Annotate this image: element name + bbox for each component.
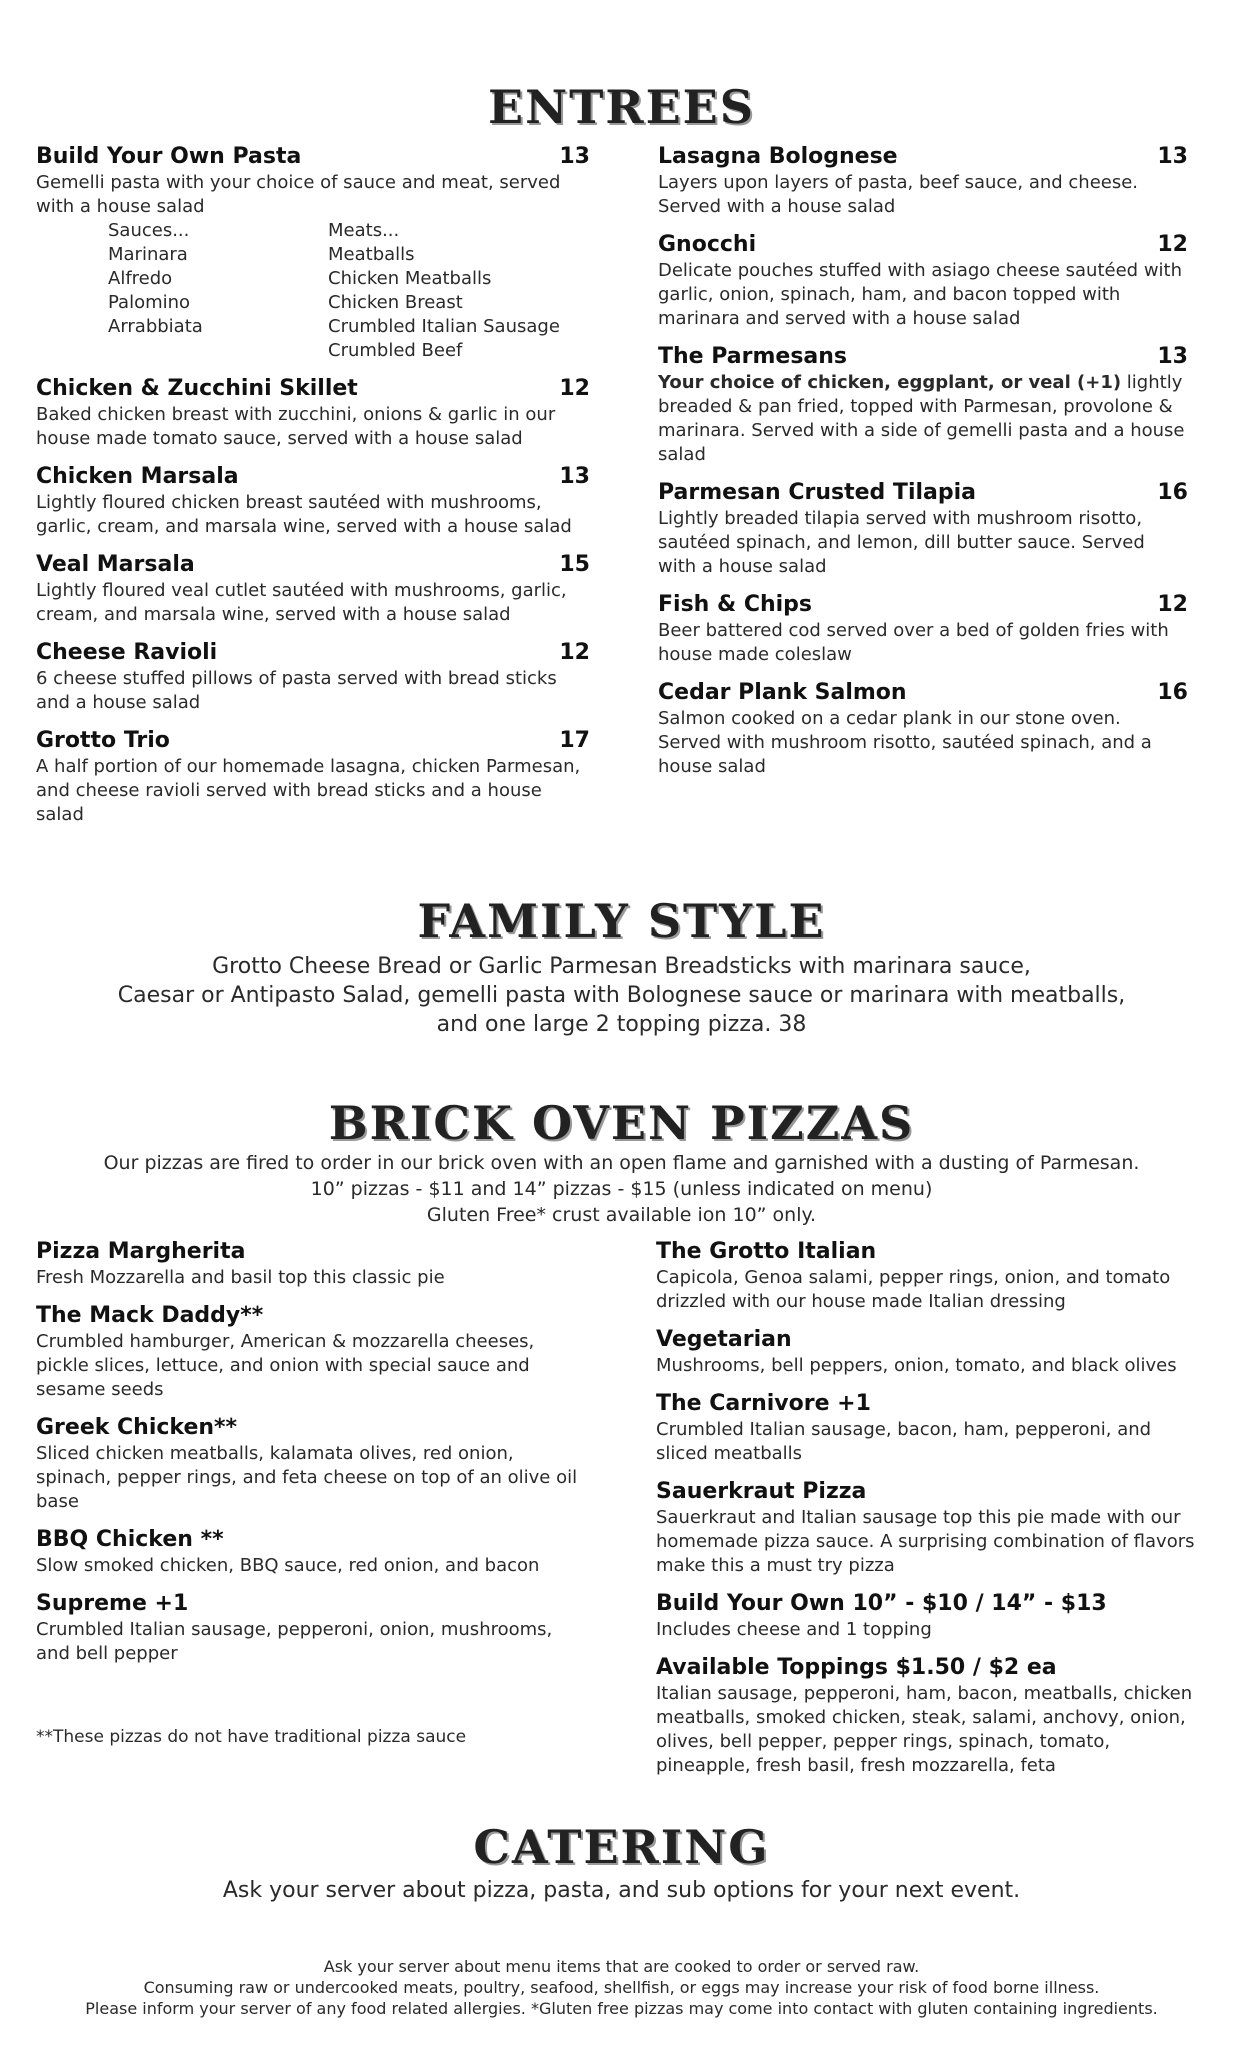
item-price: 13 (1157, 344, 1188, 369)
item-header (656, 1478, 1196, 1506)
item-description: Sliced chicken meatballs, kalamata olives, red onion, spinach, pepper rings, and feta cheese on top of an olive oil base (36, 1443, 578, 1512)
pasta-options (108, 219, 590, 363)
item-header (656, 1238, 1196, 1266)
menu-item (656, 1238, 1196, 1314)
item-header (36, 727, 590, 755)
item-price: 12 (1157, 592, 1188, 617)
item-description: Slow smoked chicken, BBQ sauce, red onion, and bacon (36, 1555, 540, 1576)
item-description: Baked chicken breast with zucchini, onions & garlic in our house made tomato sauce, served with a house salad (36, 404, 556, 449)
pizzas-left-column (36, 1238, 590, 1678)
item-description: Includes cheese and 1 topping (656, 1619, 932, 1640)
item-name: Available Toppings $1.50 / $2 ea (656, 1655, 1057, 1680)
item-name: Cheese Ravioli (36, 640, 218, 665)
catering-line: Ask your server about pizza, pasta, and sub options for your next event. (222, 1878, 1021, 1903)
footer-line: Consuming raw or undercooked meats, poultry, seafood, shellfish, or eggs may increase your risk of food borne illness. (143, 1978, 1100, 1997)
item-description: Gemelli pasta with your choice of sauce and meat, served with a house salad (36, 172, 561, 217)
item-name: Vegetarian (656, 1327, 792, 1352)
item-name: BBQ Chicken ** (36, 1527, 224, 1552)
item-name: Greek Chicken** (36, 1415, 238, 1440)
item-name: Supreme +1 (36, 1591, 189, 1616)
item-header (36, 1590, 590, 1618)
item-header (36, 1302, 590, 1330)
item-name: The Parmesans (658, 344, 848, 369)
item-header (36, 639, 590, 667)
family-style-line: Caesar or Antipasto Salad, gemelli pasta with Bolognese sauce or marinara with meatballs, (117, 983, 1126, 1008)
menu-item (36, 639, 590, 715)
item-header (36, 1238, 590, 1266)
item-name: Build Your Own Pasta (36, 144, 302, 169)
item-header (656, 1326, 1196, 1354)
item-header (36, 1526, 590, 1554)
sauce-option: Palomino (108, 292, 191, 313)
item-description: Layers upon layers of pasta, beef sauce, and cheese. Served with a house salad (658, 172, 1139, 217)
item-description: Lightly floured veal cutlet sautéed with mushrooms, garlic, cream, and marsala wine, served with a house salad (36, 580, 567, 625)
footer-line: Please inform your server of any food related allergies. *Gluten free pizzas may come into contact with gluten containing ingredients. (85, 1999, 1158, 2018)
item-description-lead: Your choice of chicken, eggplant, or veal (+1) (658, 372, 1122, 393)
item-header (658, 343, 1188, 371)
menu-item (656, 1326, 1196, 1378)
menu-item (36, 551, 590, 627)
menu-item (36, 1302, 590, 1402)
meat-option: Meats... (328, 220, 400, 241)
entrees-title: ENTREES (488, 80, 755, 134)
family-style-line: Grotto Cheese Bread or Garlic Parmesan Breadsticks with marinara sauce, (212, 954, 1031, 979)
menu-item (658, 479, 1188, 579)
item-name: The Carnivore +1 (656, 1391, 871, 1416)
catering-description (0, 1876, 1243, 1905)
item-price: 13 (559, 144, 590, 169)
item-name: Lasagna Bolognese (658, 144, 898, 169)
item-header (658, 679, 1188, 707)
item-price: 13 (1157, 144, 1188, 169)
item-header (36, 1414, 590, 1442)
sauce-option: Sauces... (108, 220, 190, 241)
footer-disclaimer (0, 1956, 1243, 2019)
item-name: The Mack Daddy** (36, 1303, 264, 1328)
item-description: Mushrooms, bell peppers, onion, tomato, and black olives (656, 1355, 1177, 1376)
meat-option: Crumbled Beef (328, 340, 463, 361)
item-description: Capicola, Genoa salami, pepper rings, onion, and tomato drizzled with our house made Italian dressing (656, 1267, 1171, 1312)
item-description: Fresh Mozzarella and basil top this classic pie (36, 1267, 445, 1288)
item-name: Veal Marsala (36, 552, 195, 577)
item-price: 13 (559, 464, 590, 489)
item-description: Crumbled Italian sausage, pepperoni, onion, mushrooms, and bell pepper (36, 1619, 553, 1664)
meat-list (328, 219, 560, 363)
pizzas-right-column (656, 1238, 1196, 1790)
item-description: Lightly breaded tilapia served with mushroom risotto, sautéed spinach, and lemon, dill butter sauce. Served with a house salad (658, 508, 1145, 577)
menu-item (658, 343, 1188, 467)
item-name: Pizza Margherita (36, 1239, 246, 1264)
item-name: Build Your Own 10” - $10 / 14” - $13 (656, 1591, 1107, 1616)
item-price: 17 (559, 728, 590, 753)
item-description: Crumbled hamburger, American & mozzarella cheeses, pickle slices, lettuce, and onion with special sauce and sesame seeds (36, 1331, 535, 1400)
meat-option: Meatballs (328, 244, 415, 265)
menu-item (658, 591, 1188, 667)
item-description: Italian sausage, pepperoni, ham, bacon, meatballs, chicken meatballs, smoked chicken, steak, salami, anchovy, onion, olives, bell pepper, pepper rings, spinach, tomato, pineapple, fresh basil, fresh mozzarella, feta (656, 1683, 1193, 1776)
item-description: Salmon cooked on a cedar plank in our stone oven. Served with mushroom risotto, sautéed spinach, and a house salad (658, 708, 1152, 777)
sauce-option: Arrabbiata (108, 316, 203, 337)
menu-item (36, 1590, 590, 1666)
menu-item (656, 1654, 1196, 1778)
item-header (36, 463, 590, 491)
pizza-sauce-note: **These pizzas do not have traditional pizza sauce (36, 1727, 467, 1747)
sauce-option: Alfredo (108, 268, 173, 289)
meat-option: Chicken Breast (328, 292, 463, 313)
item-name: Chicken & Zucchini Skillet (36, 376, 358, 401)
item-name: Sauerkraut Pizza (656, 1479, 867, 1504)
item-header (658, 143, 1188, 171)
sauce-list (108, 219, 328, 363)
item-description: A half portion of our homemade lasagna, chicken Parmesan, and cheese ravioli served with bread sticks and a house salad (36, 756, 581, 825)
family-style-description (0, 952, 1243, 1039)
pizzas-intro-line: 10” pizzas - $11 and 14” pizzas - $15 (unless indicated on menu) (310, 1178, 933, 1200)
item-name: Grotto Trio (36, 728, 170, 753)
item-name: Cedar Plank Salmon (658, 680, 907, 705)
item-header (36, 551, 590, 579)
pizzas-intro-line: Our pizzas are fired to order in our brick oven with an open flame and garnished with a dusting of Parmesan. (103, 1152, 1140, 1174)
menu-item (658, 231, 1188, 331)
menu-item (36, 463, 590, 539)
menu-item (658, 679, 1188, 779)
item-description: Sauerkraut and Italian sausage top this pie made with our homemade pizza sauce. A surprising combination of flavors make this a must try pizza (656, 1507, 1195, 1576)
item-name: The Grotto Italian (656, 1239, 877, 1264)
item-header (656, 1590, 1196, 1618)
item-price: 12 (559, 640, 590, 665)
meat-option: Crumbled Italian Sausage (328, 316, 560, 337)
meat-option: Chicken Meatballs (328, 268, 492, 289)
item-description-rest: lightly breaded & pan fried, topped with Parmesan, provolone & marinara. Served with a side of gemelli pasta and a house salad (658, 372, 1185, 465)
sauce-option: Marinara (108, 244, 188, 265)
item-header (656, 1654, 1196, 1682)
entrees-right-column (658, 143, 1188, 791)
item-name: Gnocchi (658, 232, 757, 257)
item-header (36, 375, 590, 403)
item-description: Lightly floured chicken breast sautéed with mushrooms, garlic, cream, and marsala wine, served with a house salad (36, 492, 572, 537)
item-price: 12 (1157, 232, 1188, 257)
menu-item (36, 375, 590, 451)
item-header (658, 591, 1188, 619)
item-header (36, 143, 590, 171)
item-description: 6 cheese stuffed pillows of pasta served with bread sticks and a house salad (36, 668, 557, 713)
catering-title: CATERING (473, 1820, 770, 1874)
menu-item (656, 1390, 1196, 1466)
item-name: Fish & Chips (658, 592, 813, 617)
item-description (658, 371, 1188, 467)
item-header (656, 1390, 1196, 1418)
item-description: Delicate pouches stuffed with asiago cheese sautéed with garlic, onion, spinach, ham, and bacon topped with marinara and served with a house salad (658, 260, 1183, 329)
entrees-left-column (36, 143, 590, 839)
menu-item (656, 1478, 1196, 1578)
item-price: 16 (1157, 480, 1188, 505)
family-style-title: FAMILY STYLE (417, 894, 826, 948)
pizzas-intro-line: Gluten Free* crust available ion 10” only. (426, 1204, 817, 1226)
menu-item (656, 1590, 1196, 1642)
item-name: Chicken Marsala (36, 464, 239, 489)
menu-item (36, 143, 590, 363)
pizzas-intro (0, 1150, 1243, 1228)
menu-item (36, 1238, 590, 1290)
menu-item (36, 1414, 590, 1514)
item-header (658, 231, 1188, 259)
family-style-line: and one large 2 topping pizza. 38 (436, 1012, 807, 1037)
item-description: Beer battered cod served over a bed of golden fries with house made coleslaw (658, 620, 1169, 665)
menu-item (36, 1526, 590, 1578)
item-price: 16 (1157, 680, 1188, 705)
menu-item (36, 727, 590, 827)
item-price: 15 (559, 552, 590, 577)
pizzas-title: BRICK OVEN PIZZAS (328, 1096, 915, 1150)
footer-line: Ask your server about menu items that are cooked to order or served raw. (323, 1957, 920, 1976)
item-header (658, 479, 1188, 507)
item-description: Crumbled Italian sausage, bacon, ham, pepperoni, and sliced meatballs (656, 1419, 1152, 1464)
item-name: Parmesan Crusted Tilapia (658, 480, 977, 505)
item-price: 12 (559, 376, 590, 401)
menu-item (658, 143, 1188, 219)
